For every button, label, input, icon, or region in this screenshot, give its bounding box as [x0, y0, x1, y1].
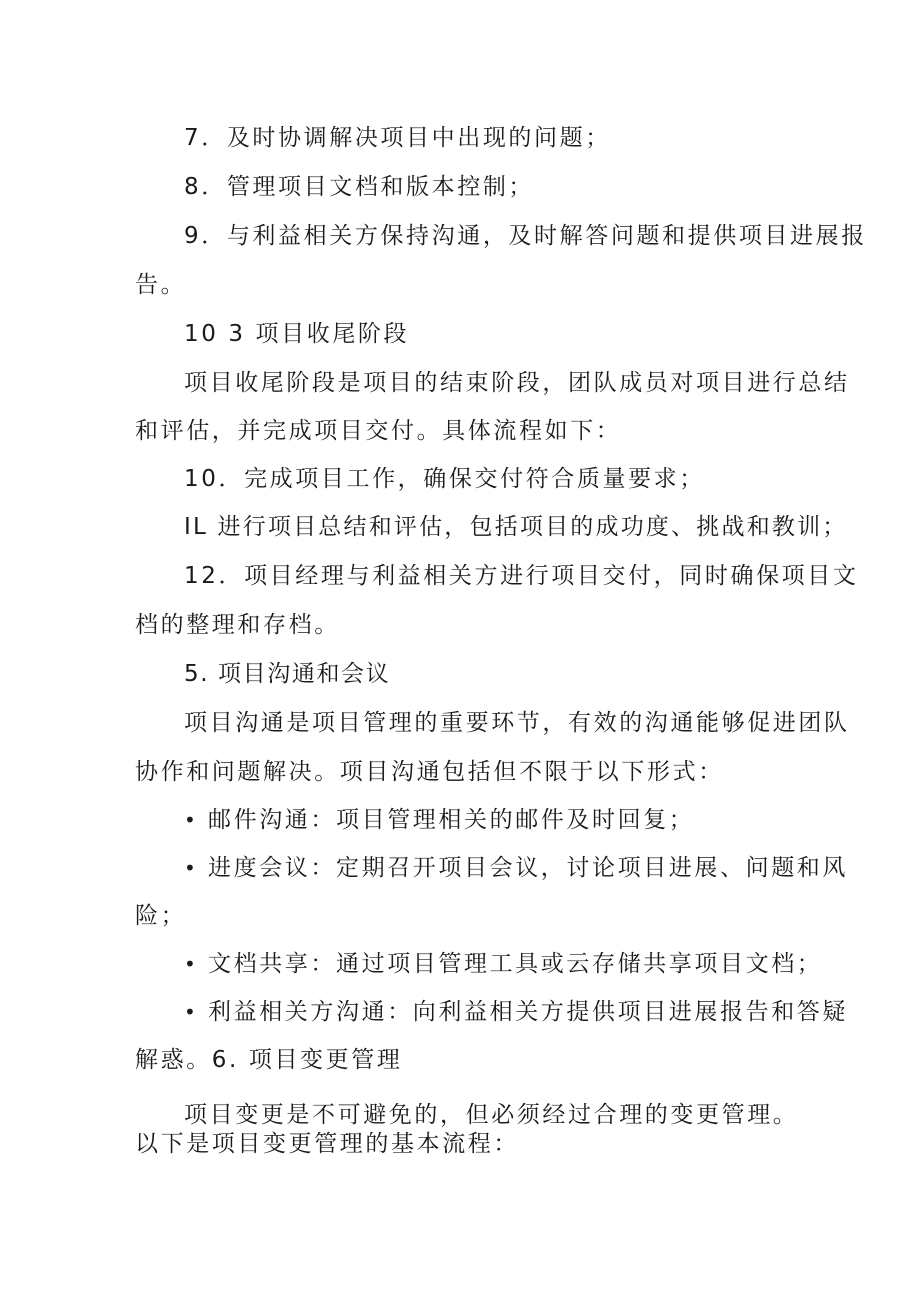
bullet-marker: •: [184, 856, 196, 880]
list-item-12: 12．项目经理与利益相关方进行项目交付，同时确保项目文: [184, 563, 859, 589]
paragraph-closing-phase-line-1: 项目收尾阶段是项目的结束阶段，团队成员对项目进行总结: [184, 370, 850, 396]
list-item-9: 9．与利益相关方保持沟通，及时解答问题和提供项目进展报: [184, 223, 867, 249]
list-item-7: 7．及时协调解决项目中出现的问题；: [184, 125, 611, 151]
bullet-item-stakeholder: 利益相关方沟通：向利益相关方提供项目进展报告和答疑: [208, 999, 848, 1025]
list-item-10: 10．完成项目工作，确保交付符合质量要求；: [184, 466, 705, 492]
paragraph-change-management-line-1: 项目变更是不可避免的，但必须经过合理的变更管理。: [184, 1102, 799, 1128]
bullet-marker: •: [184, 952, 196, 976]
bullet-item-stakeholder-continuation: 解惑。6. 项目变更管理: [135, 1047, 403, 1073]
bullet-item-meeting: 进度会议：定期召开项目会议，讨论项目进展、问题和风: [208, 855, 848, 881]
bullet-marker: •: [184, 808, 196, 832]
list-item-9-continuation: 告。: [135, 272, 187, 298]
list-item-12-continuation: 档的整理和存档。: [135, 612, 340, 638]
list-item-11: IL 进行项目总结和评估，包括项目的成功度、挑战和教训；: [184, 514, 848, 540]
paragraph-change-management-line-2: 以下是项目变更管理的基本流程：: [135, 1131, 519, 1157]
section-heading-communication: 5. 项目沟通和会议: [184, 661, 391, 687]
bullet-item-meeting-continuation: 险；: [135, 903, 187, 929]
paragraph-communication-line-1: 项目沟通是项目管理的重要环节，有效的沟通能够促进团队: [184, 710, 850, 736]
bullet-marker: •: [184, 1000, 196, 1024]
bullet-item-document-sharing: 文档共享：通过项目管理工具或云存储共享项目文档；: [208, 951, 823, 977]
paragraph-communication-line-2: 协作和问题解决。项目沟通包括但不限于以下形式：: [135, 759, 724, 785]
section-heading-closing-phase: 10 3 项目收尾阶段: [184, 321, 410, 347]
list-item-8: 8．管理项目文档和版本控制；: [184, 174, 535, 200]
bullet-item-email: 邮件沟通：项目管理相关的邮件及时回复；: [208, 807, 695, 833]
paragraph-closing-phase-line-2: 和评估，并完成项目交付。具体流程如下：: [135, 418, 622, 444]
